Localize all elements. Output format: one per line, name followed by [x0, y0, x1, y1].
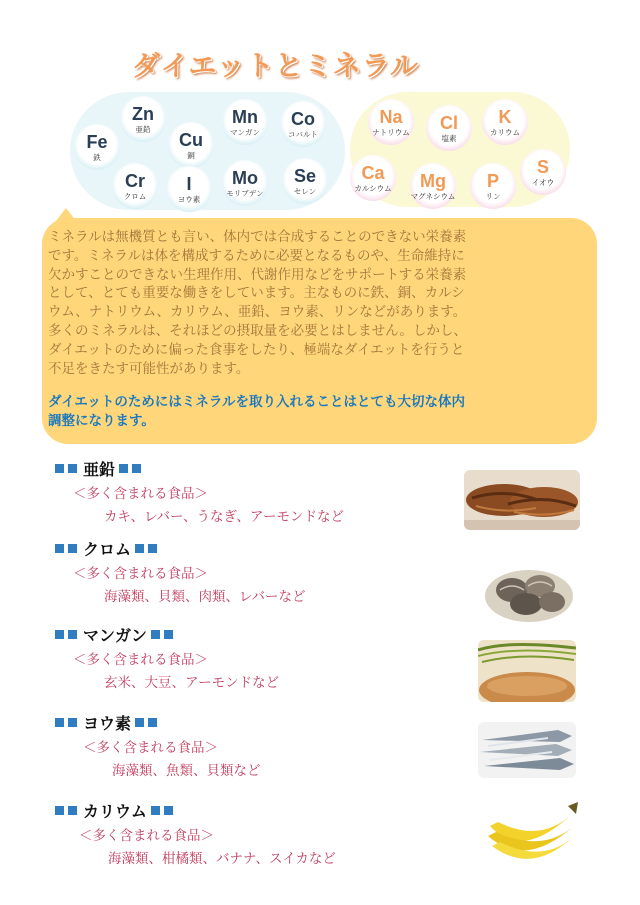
mineral-badge-p [470, 163, 516, 209]
square-bullet-icon [55, 464, 64, 473]
banana-photo [482, 792, 580, 866]
square-bullet-icon [68, 806, 77, 815]
mineral-symbol: Ca [361, 162, 385, 183]
intro-line: として、とても重要な働きをしています。主なものに鉄、銅、カルシ [48, 285, 465, 302]
mineral-badge-k [482, 99, 528, 145]
section-heading [55, 624, 279, 644]
intro-line: です。ミネラルは体を構成するために必要となるものや、生命維持に [48, 247, 465, 264]
square-bullet-icon [151, 630, 160, 639]
mineral-name: 亜鉛 [135, 124, 151, 134]
section-title: クロム [83, 539, 132, 559]
intro-text [48, 228, 593, 378]
mineral-name: マグネシウム [410, 191, 456, 201]
mineral-badge-cr [112, 163, 158, 209]
section-heading [55, 458, 344, 478]
square-bullet-icon [55, 544, 64, 553]
intro-line: ウム、ナトリウム、カリウム、亜鉛、ヨウ素、リンなどがあります。 [48, 304, 467, 321]
grilled-eel-photo [464, 470, 580, 530]
page-title: ダイエットとミネラル [132, 49, 419, 82]
intro-emphasis [48, 393, 593, 431]
mineral-symbol: S [536, 156, 549, 177]
section-zinc [55, 458, 344, 525]
mineral-symbol: Cr [124, 170, 145, 191]
square-bullet-icon [132, 464, 141, 473]
mineral-badge-na [368, 99, 414, 145]
food-caption: ＜多く含まれる食品＞ [73, 566, 208, 582]
food-list: カキ、レバー、うなぎ、アーモンドなど [104, 509, 345, 525]
square-bullet-icon [68, 464, 77, 473]
mineral-symbol: K [498, 106, 512, 127]
mineral-name: リン [485, 191, 501, 201]
square-bullet-icon [68, 544, 77, 553]
intro-emphasis-line: ダイエットのためにはミネラルを取り入れることはとても大切な体内 [48, 394, 466, 410]
food-caption: ＜多く含まれる食品＞ [83, 740, 218, 756]
square-bullet-icon [55, 718, 64, 727]
intro-line: 欠かすことのできない生理作用、代謝作用などをサポートする栄養素 [48, 266, 467, 283]
square-bullet-icon [55, 806, 64, 815]
mineral-badge-cl [426, 105, 472, 151]
mineral-badge-ca [350, 155, 396, 201]
square-bullet-icon [135, 718, 144, 727]
square-bullet-icon [164, 630, 173, 639]
mineral-badge-s [520, 149, 566, 195]
mineral-name: ヨウ素 [177, 194, 201, 204]
section-iodine [55, 712, 261, 779]
food-caption: ＜多く含まれる食品＞ [73, 652, 208, 668]
square-bullet-icon [135, 544, 144, 553]
mineral-symbol: Cu [179, 129, 203, 150]
mineral-badge-se [282, 158, 328, 204]
food-list: 海藻類、柑橘類、バナナ、スイカなど [108, 851, 336, 867]
square-bullet-icon [151, 806, 160, 815]
intro-line: ミネラルは無機質とも言い、体内では合成することのできない栄養素 [48, 229, 467, 245]
mineral-badge-cu [168, 122, 214, 168]
mineral-symbol: Na [379, 106, 403, 127]
mineral-name: 塩素 [441, 133, 457, 143]
mineral-badge-mn [222, 99, 268, 145]
mineral-name: マンガン [230, 127, 260, 137]
mineral-symbol: Co [291, 108, 315, 129]
brown-rice-photo [478, 640, 576, 702]
mineral-name: モリブデン [226, 188, 264, 198]
square-bullet-icon [55, 630, 64, 639]
intro-emphasis-line: 調整になります。 [48, 413, 155, 429]
square-bullet-icon [68, 718, 77, 727]
mineral-symbol: Mg [420, 170, 446, 191]
mineral-name: コバルト [288, 129, 318, 139]
square-bullet-icon [148, 544, 157, 553]
mineral-badge-mg [410, 163, 456, 209]
square-bullet-icon [119, 464, 128, 473]
intro-line: 不足をきたす可能性があります。 [48, 360, 250, 377]
mineral-name: カリウム [490, 127, 520, 137]
mineral-badge-co [280, 101, 326, 147]
mineral-name: イオウ [531, 177, 555, 187]
food-caption: ＜多く含まれる食品＞ [79, 828, 214, 844]
mineral-symbol: Cl [440, 112, 458, 133]
mineral-badge-mo [222, 160, 268, 206]
intro-line: 多くのミネラルは、それほどの摂取量を必要とはしません。しかし、 [48, 322, 467, 339]
small-fish-photo [478, 722, 576, 778]
food-list: 海藻類、魚類、貝類など [112, 763, 261, 779]
square-bullet-icon [68, 630, 77, 639]
mineral-name: クロム [123, 191, 147, 201]
section-heading [55, 800, 336, 820]
mineral-symbol: Zn [132, 103, 154, 124]
mineral-name: カルシウム [354, 183, 392, 193]
section-heading [55, 538, 306, 558]
section-title: 亜鉛 [83, 459, 116, 479]
mineral-name: 銅 [187, 150, 195, 160]
section-manganese [55, 624, 279, 691]
section-potassium [55, 800, 336, 867]
mineral-name: セレン [293, 186, 317, 196]
mineral-symbol: I [186, 173, 192, 194]
mineral-badge-i [166, 166, 212, 212]
mineral-symbol: Mo [232, 167, 258, 188]
intro-line: ダイエットのために偏った食事をしたり、極端なダイエットを行うと [48, 341, 465, 358]
mineral-symbol: Fe [86, 131, 108, 152]
mineral-badge-zn [120, 96, 166, 142]
mineral-badge-fe [74, 124, 120, 170]
section-title: ヨウ素 [83, 713, 132, 733]
section-title: マンガン [83, 625, 148, 645]
food-list: 玄米、大豆、アーモンドなど [104, 675, 280, 691]
section-title: カリウム [83, 801, 147, 821]
mineral-symbol: P [486, 170, 499, 191]
food-caption: ＜多く含まれる食品＞ [73, 486, 208, 502]
food-list: 海藻類、貝類、肉類、レバーなど [104, 589, 306, 605]
mineral-name: 鉄 [93, 152, 101, 162]
section-heading [55, 712, 261, 732]
clams-photo [482, 560, 576, 624]
mineral-name: ナトリウム [372, 127, 410, 137]
mineral-symbol: Mn [232, 106, 258, 127]
section-chromium [55, 538, 306, 605]
square-bullet-icon [148, 718, 157, 727]
square-bullet-icon [164, 806, 173, 815]
mineral-symbol: Se [293, 165, 317, 186]
